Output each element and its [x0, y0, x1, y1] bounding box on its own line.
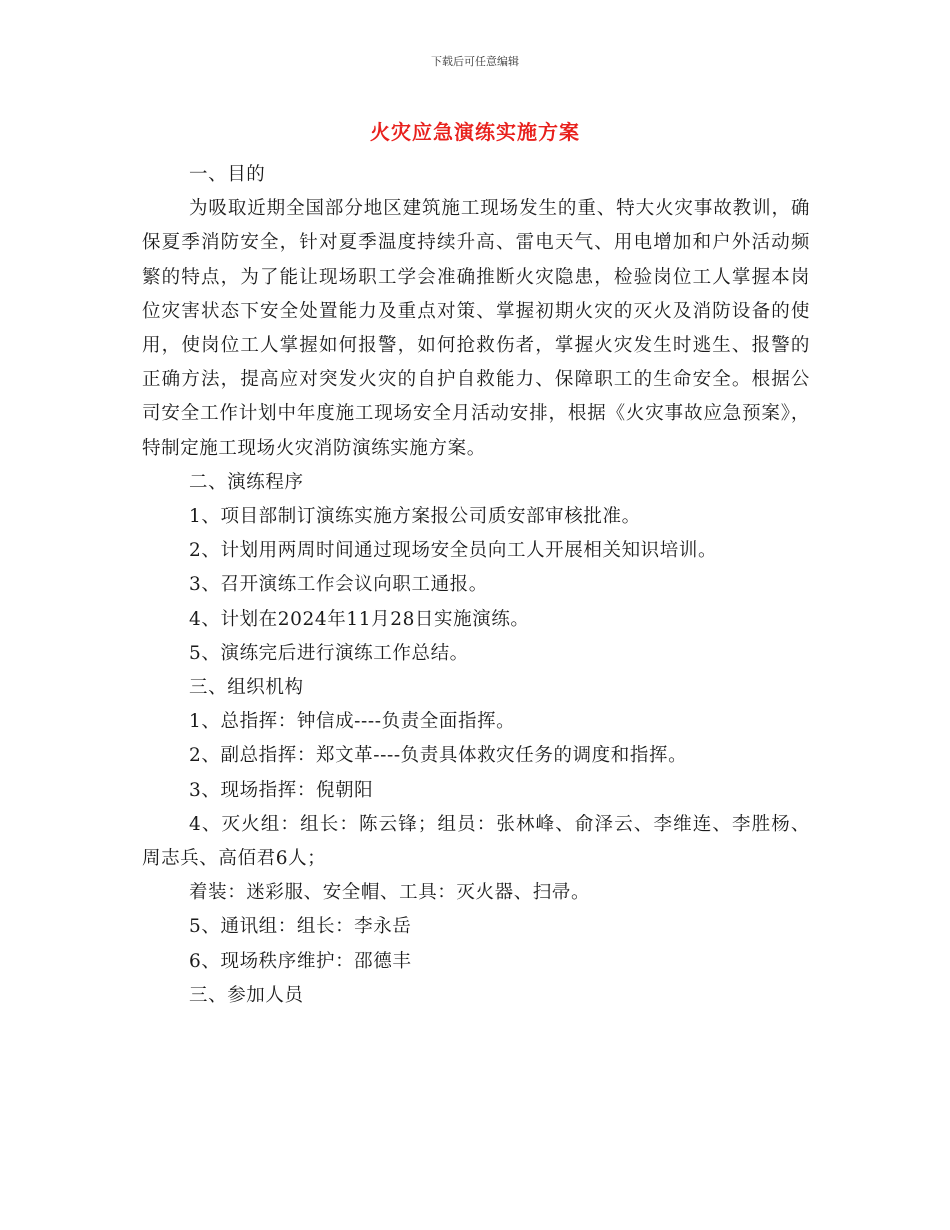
purpose-paragraph: 为吸取近期全国部分地区建筑施工现场发生的重、特大火灾事故教训，确保夏季消防安全，针对夏季温度持续升高、雷电天气、用电增加和户外活动频繁的特点，为了能让现场职工学会准确推断火灾隐患，检验岗位工人掌握本岗位灾害状态下安全处置能力及重点对策、掌握初期火灾的灭火及消防设备的使用，使岗位工人掌握如何报警，如何抢救伤者，掌握火灾发生时逃生、报警的正确方法，提高应对突发火灾的自护自救能力、保障职工的生命安全。根据公司安全工作计划中年度施工现场安全月活动安排，根据《火灾事故应急预案》，特制定施工现场火灾消防演练实施方案。	[142, 198, 810, 459]
organization-item-5: 5、通讯组：组长：李永岳	[189, 916, 412, 938]
procedure-item-5: 5、演练完后进行演练工作总结。	[189, 642, 469, 664]
header-note: 下载后可任意编辑	[431, 55, 519, 68]
organization-item-1: 1、总指挥：钟信成----负责全面指挥。	[189, 711, 516, 733]
organization-item-3: 3、现场指挥：倪朝阳	[189, 779, 374, 801]
organization-equipment: 着装：迷彩服、安全帽、工具：灭火器、扫帚。	[189, 882, 591, 904]
organization-item-2: 2、副总指挥：郑文革----负责具体救灾任务的调度和指挥。	[189, 745, 688, 767]
section-heading-organization: 三、组织机构	[189, 677, 304, 699]
section-heading-procedure: 二、演练程序	[189, 471, 304, 493]
document-body	[142, 158, 810, 1013]
procedure-item-1: 1、项目部制订演练实施方案报公司质安部审核批准。	[189, 506, 641, 528]
section-heading-participants: 三、参加人员	[189, 984, 304, 1006]
section-heading-purpose: 一、目的	[189, 164, 266, 185]
procedure-item-3: 3、召开演练工作会议向职工通报。	[189, 574, 488, 596]
organization-item-6: 6、现场秩序维护：邵德丰	[189, 950, 412, 972]
organization-item-4: 4、灭火组：组长：陈云锋；组员：张林峰、俞泽云、李维连、李胜杨、周志兵、高佰君6人；	[142, 813, 810, 870]
procedure-item-2: 2、计划用两周时间通过现场安全员向工人开展相关知识培训。	[189, 540, 718, 562]
document-title: 火灾应急演练实施方案	[370, 120, 580, 144]
procedure-item-4: 4、计划在2024年11月28日实施演练。	[189, 608, 530, 630]
